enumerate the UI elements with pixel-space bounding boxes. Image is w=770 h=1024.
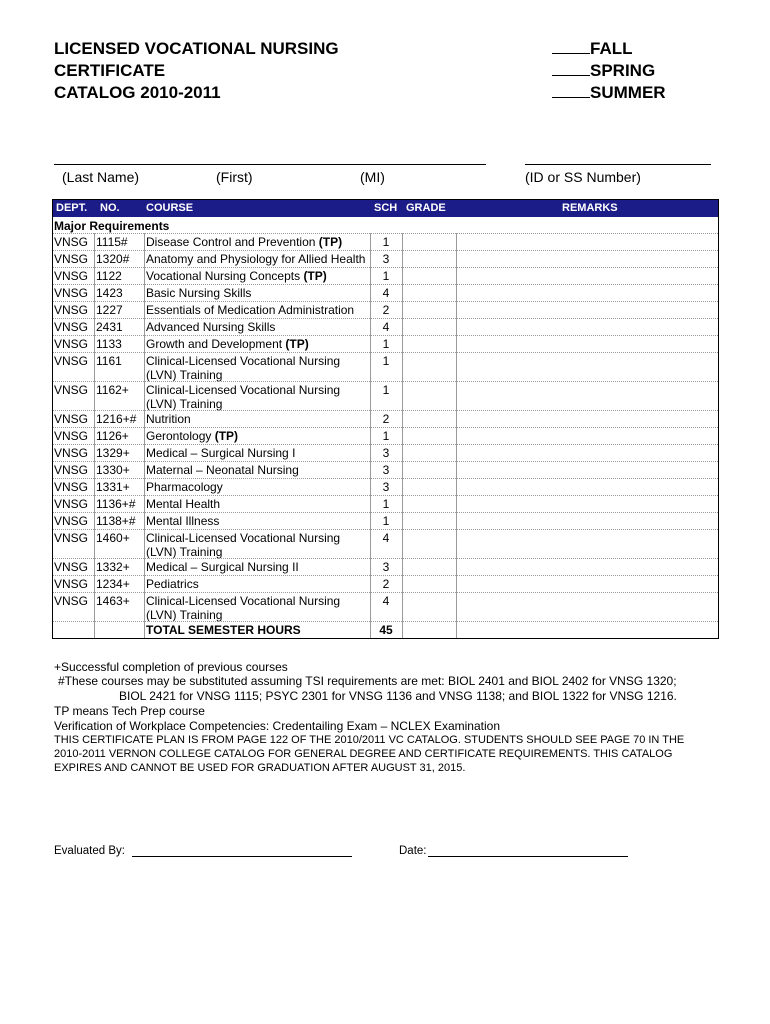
date-label: Date: bbox=[399, 845, 427, 857]
course-name: Advanced Nursing Skills bbox=[146, 320, 276, 334]
course-number-cell: 2431 bbox=[96, 320, 123, 334]
semester-selector bbox=[552, 38, 666, 104]
course-name: Mental Illness bbox=[146, 514, 220, 528]
course-name: Pediatrics bbox=[146, 577, 199, 591]
course-number-cell: 1136+# bbox=[96, 497, 136, 511]
sch-cell: 1 bbox=[382, 429, 390, 443]
semester-option-summer[interactable]: SUMMER bbox=[552, 82, 666, 104]
course-name: Nutrition bbox=[146, 412, 191, 426]
sch-cell: 1 bbox=[382, 354, 390, 368]
dept-cell: VNSG bbox=[54, 252, 89, 266]
course-name: Disease Control and Prevention bbox=[146, 235, 319, 249]
dept-cell: VNSG bbox=[54, 320, 89, 334]
course-name: Essentials of Medication Administration bbox=[146, 303, 355, 317]
dept-cell: VNSG bbox=[54, 594, 89, 608]
semester-option-fall[interactable]: FALL bbox=[552, 38, 666, 60]
note-substitution: #These courses may be substituted assuming TSI requirements are met: BIOL 2401 and BIOL 2402 for VNSG 1320; bbox=[58, 674, 677, 688]
dept-cell: VNSG bbox=[54, 269, 89, 283]
section-label: Major Requirements bbox=[54, 219, 170, 233]
course-name: Clinical-Licensed Vocational Nursing bbox=[146, 531, 341, 545]
course-name: Anatomy and Physiology for Allied Health bbox=[146, 252, 366, 266]
course-name-cont: (LVN) Training bbox=[146, 397, 223, 411]
course-number-cell: 1331+ bbox=[96, 480, 130, 494]
course-number-cell: 1161 bbox=[96, 354, 122, 368]
title-line: LICENSED VOCATIONAL NURSING bbox=[54, 39, 339, 58]
document-title bbox=[54, 38, 339, 104]
header-remarks: REMARKS bbox=[562, 202, 618, 214]
header-dept: DEPT. bbox=[56, 202, 88, 214]
dept-cell: VNSG bbox=[54, 480, 89, 494]
course-number-cell: 1329+ bbox=[96, 446, 130, 460]
id-field-line[interactable] bbox=[525, 164, 711, 165]
course-number-cell: 1227 bbox=[96, 303, 123, 317]
course-table bbox=[52, 199, 719, 638]
dept-cell: VNSG bbox=[54, 383, 89, 397]
course-name: Clinical-Licensed Vocational Nursing bbox=[146, 383, 341, 397]
sch-cell: 4 bbox=[382, 320, 390, 334]
course-name: Basic Nursing Skills bbox=[146, 286, 252, 300]
course-number-cell: 1122 bbox=[96, 269, 122, 283]
middle-initial-label: (MI) bbox=[360, 169, 385, 185]
table-border bbox=[52, 199, 719, 639]
tech-prep-tag: (TP) bbox=[303, 269, 327, 283]
total-label: TOTAL SEMESTER HOURS bbox=[146, 623, 301, 637]
dept-cell: VNSG bbox=[54, 514, 89, 528]
course-name: Medical – Surgical Nursing II bbox=[146, 560, 299, 574]
course-name: Medical – Surgical Nursing I bbox=[146, 446, 296, 460]
dept-cell: VNSG bbox=[54, 446, 89, 460]
sch-cell: 1 bbox=[382, 514, 390, 528]
dept-cell: VNSG bbox=[54, 577, 89, 591]
course-name: Vocational Nursing Concepts bbox=[146, 269, 304, 283]
sch-cell: 1 bbox=[382, 269, 390, 283]
sch-cell: 2 bbox=[382, 412, 390, 426]
sch-cell: 2 bbox=[382, 577, 390, 591]
dept-cell: VNSG bbox=[54, 286, 89, 300]
sch-cell: 2 bbox=[382, 303, 390, 317]
dept-cell: VNSG bbox=[54, 235, 89, 249]
course-number-cell: 1162+ bbox=[96, 383, 129, 397]
note-verification: Verification of Workplace Competencies: Credentailing Exam – NCLEX Examination bbox=[54, 719, 500, 733]
course-name: Maternal – Neonatal Nursing bbox=[146, 463, 299, 477]
dept-cell: VNSG bbox=[54, 412, 89, 426]
header-no: NO. bbox=[100, 202, 120, 214]
tech-prep-tag: (TP) bbox=[285, 337, 309, 351]
dept-cell: VNSG bbox=[54, 531, 89, 545]
title-line: CERTIFICATE bbox=[54, 61, 166, 80]
semester-blank[interactable] bbox=[552, 61, 590, 76]
sch-cell: 1 bbox=[382, 337, 390, 351]
dept-cell: VNSG bbox=[54, 560, 89, 574]
course-name: Pharmacology bbox=[146, 480, 223, 494]
dept-cell: VNSG bbox=[54, 303, 89, 317]
dept-cell: VNSG bbox=[54, 354, 89, 368]
tech-prep-tag: (TP) bbox=[214, 429, 239, 443]
semester-option-spring[interactable]: SPRING bbox=[552, 60, 666, 82]
course-name: Growth and Development bbox=[146, 337, 286, 351]
note-substitution-cont: BIOL 2421 for VNSG 1115; PSYC 2301 for VNSG 1136 and VNSG 1138; and BIOL 1322 for VNSG 1216. bbox=[119, 689, 677, 703]
sch-cell: 1 bbox=[382, 497, 390, 511]
course-number-cell: 1216+# bbox=[96, 412, 137, 426]
course-name: Clinical-Licensed Vocational Nursing bbox=[146, 594, 341, 608]
course-number-cell: 1332+ bbox=[96, 560, 130, 574]
sch-cell: 3 bbox=[382, 252, 390, 266]
header-grade: GRADE bbox=[406, 202, 446, 214]
dept-cell: VNSG bbox=[54, 497, 89, 511]
catalog-notice: 2010-2011 VERNON COLLEGE CATALOG FOR GENERAL DEGREE AND CERTIFICATE REQUIREMENTS. THIS CATALOG bbox=[54, 748, 673, 760]
course-name: Clinical-Licensed Vocational Nursing bbox=[146, 354, 341, 368]
course-number-cell: 1138+# bbox=[96, 514, 136, 528]
course-number-cell: 1133 bbox=[96, 337, 122, 351]
sch-cell: 4 bbox=[382, 594, 390, 608]
dept-cell: VNSG bbox=[54, 463, 89, 477]
sch-cell: 3 bbox=[382, 463, 390, 477]
id-number-label: (ID or SS Number) bbox=[525, 169, 641, 185]
date-field[interactable] bbox=[428, 856, 628, 857]
sch-cell: 1 bbox=[382, 383, 390, 397]
sch-cell: 4 bbox=[382, 286, 390, 300]
tech-prep-tag: (TP) bbox=[318, 235, 343, 249]
course-number-cell: 1463+ bbox=[96, 594, 130, 608]
course-name: Gerontology bbox=[146, 429, 215, 443]
catalog-notice: THIS CERTIFICATE PLAN IS FROM PAGE 122 OF THE 2010/2011 VC CATALOG. STUDENTS SHOULD SEE PAGE 70 IN THE bbox=[54, 734, 685, 746]
course-number-cell: 1234+ bbox=[96, 577, 130, 591]
dept-cell: VNSG bbox=[54, 429, 89, 443]
dept-cell: VNSG bbox=[54, 337, 89, 351]
title-line: CATALOG 2010-2011 bbox=[54, 83, 221, 102]
course-number-cell: 1423 bbox=[96, 286, 123, 300]
sch-cell: 3 bbox=[382, 480, 390, 494]
total-value: 45 bbox=[379, 623, 393, 637]
course-name-cont: (LVN) Training bbox=[146, 368, 223, 382]
semester-blank[interactable] bbox=[552, 39, 590, 54]
evaluated-by-field[interactable] bbox=[132, 856, 352, 857]
sch-cell: 3 bbox=[382, 446, 390, 460]
course-number-cell: 1320# bbox=[96, 252, 130, 266]
note-prerequisite: +Successful completion of previous courses bbox=[54, 660, 288, 674]
first-name-label: (First) bbox=[216, 169, 253, 185]
course-number-cell: 1126+ bbox=[96, 429, 129, 443]
name-field-line[interactable] bbox=[54, 164, 486, 165]
sch-cell: 3 bbox=[382, 560, 390, 574]
course-name: Mental Health bbox=[146, 497, 221, 511]
semester-blank[interactable] bbox=[552, 83, 590, 98]
course-name-cont: (LVN) Training bbox=[146, 608, 223, 622]
note-tech-prep: TP means Tech Prep course bbox=[54, 704, 205, 718]
evaluated-by-label: Evaluated By: bbox=[54, 845, 125, 857]
sch-cell: 1 bbox=[382, 235, 390, 249]
last-name-label: (Last Name) bbox=[62, 169, 140, 185]
header-sch: SCH bbox=[374, 202, 398, 214]
course-name-cont: (LVN) Training bbox=[146, 545, 223, 559]
header-course: COURSE bbox=[146, 202, 194, 214]
course-number-cell: 1115# bbox=[96, 235, 128, 249]
sch-cell: 4 bbox=[382, 531, 390, 545]
course-number-cell: 1330+ bbox=[96, 463, 130, 477]
catalog-notice: EXPIRES AND CANNOT BE USED FOR GRADUATION AFTER AUGUST 31, 2015. bbox=[54, 762, 466, 774]
course-number-cell: 1460+ bbox=[96, 531, 130, 545]
